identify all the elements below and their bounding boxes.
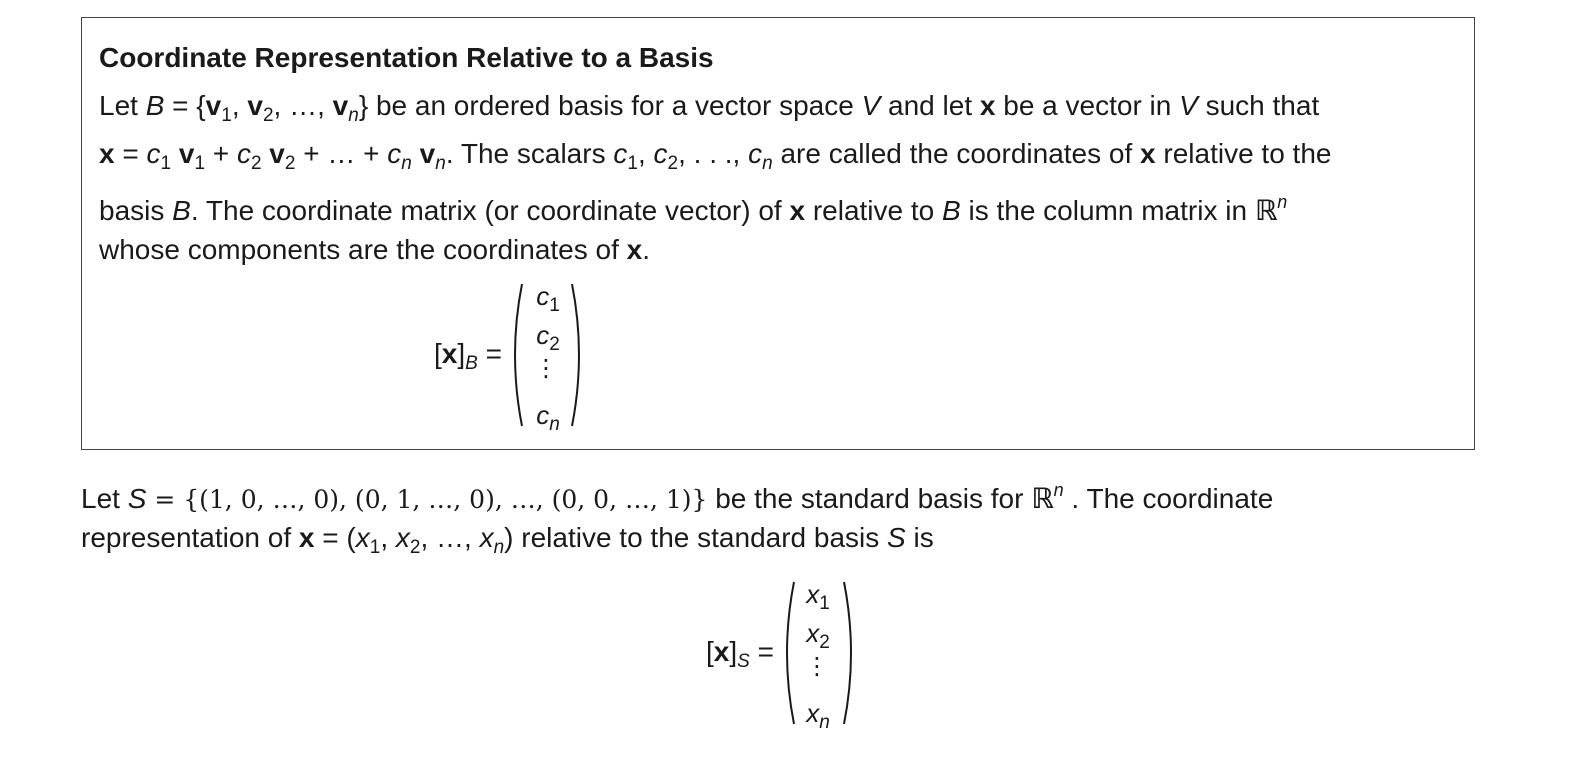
matrix-entry-c2: $c_2$ — [536, 320, 560, 355]
matrix-entry-x2: $x_2$ — [806, 618, 830, 653]
body-line-1: Let S = {(1, 0, …, 0), (0, 1, …, 0), …, (0, 0, …, 1)} be the standard basis for ℝ$^n$ . The coordinate — [81, 480, 1274, 515]
matrix-entry-c1: $c_1$ — [536, 281, 560, 316]
matrix-lhs-b: $[x]_B$ = — [434, 338, 502, 374]
matrix-vdots-b: ⋮ — [534, 355, 558, 382]
matrix-entry-cn: $c_n$ — [536, 400, 560, 435]
definition-title: Coordinate Representation Relative to a Basis — [99, 42, 714, 73]
matrix-vdots-s: ⋮ — [805, 653, 829, 680]
definition-line-3: basis B. The coordinate matrix (or coordinate vector) of x relative to B is the column matrix in ℝ$^n$ — [99, 192, 1288, 227]
matrix-entry-xn: $x_n$ — [806, 698, 830, 733]
matrix-lhs-s: $[x]_S$ = — [706, 636, 774, 672]
definition-line-4: whose components are the coordinates of x. — [99, 234, 651, 265]
matrix-entry-x1: $x_1$ — [806, 579, 830, 614]
definition-line-2: $x = c_1$ $v_1 + c_2$ $v_2$ + … + $c_n$ $v_n$. The scalars $c_1$, $c_2$, . . ., $c_n$ are called the coordinates of x relative to the — [99, 138, 1332, 174]
body-line-2: representation of $x = (x_1$, $x_2$, …, $x_n$) relative to the standard basis S is — [81, 522, 934, 558]
definition-line-1: Let $B = \{v_1$, $v_2$, …, $v_n$} be an ordered basis for a vector space V and let x be a vector in V such that — [99, 90, 1320, 126]
